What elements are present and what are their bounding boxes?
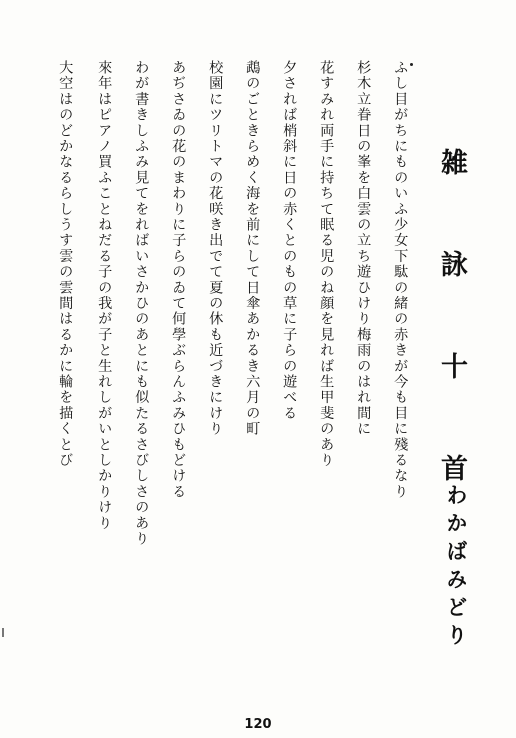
- page-edge-mark: [2, 628, 4, 637]
- ink-speck: [410, 63, 413, 66]
- poem-line-1: ふし目がちにものいふ少女下駄の緒の赤きが今も目に殘るなり: [392, 60, 409, 500]
- poem-line-9: 來年はピアノ買ふことねだる子の我が子と生れしがいとしかりけり: [96, 60, 113, 531]
- poem-line-6: 校園にツリトマの花咲き出でて夏の休も近づきにけり: [207, 60, 224, 437]
- author-name: わかばみどり: [444, 484, 469, 652]
- poem-line-7: あぢさゐの花のまわりに子らのゐて何學ぶらんふみひもどける: [170, 60, 187, 500]
- poem-line-10: 大空はのどかなるらしうす雲の雲間はるかに輪を描くとび: [57, 60, 74, 469]
- page-number: 120: [244, 717, 272, 732]
- poem-line-8: わが書きしふみ見てをればいさかひのあとにも似たるさびしさのあり: [133, 60, 150, 547]
- poem-line-4: 夕されば梢斜に日の赤くとのもの草に子らの遊べる: [281, 60, 298, 422]
- poem-line-2: 杉木立眷日の峯を白雲の立ち遊ひけり梅雨のはれ間に: [355, 60, 372, 437]
- poem-line-3: 花すみれ両手に持ちて眠る児のね顔を見れば生甲斐のあり: [318, 60, 335, 469]
- poem-line-5: 鵡のごときらめく海を前にして日傘あかるき六月の町: [244, 60, 261, 437]
- page-title: 雑 詠 十 首: [436, 148, 467, 503]
